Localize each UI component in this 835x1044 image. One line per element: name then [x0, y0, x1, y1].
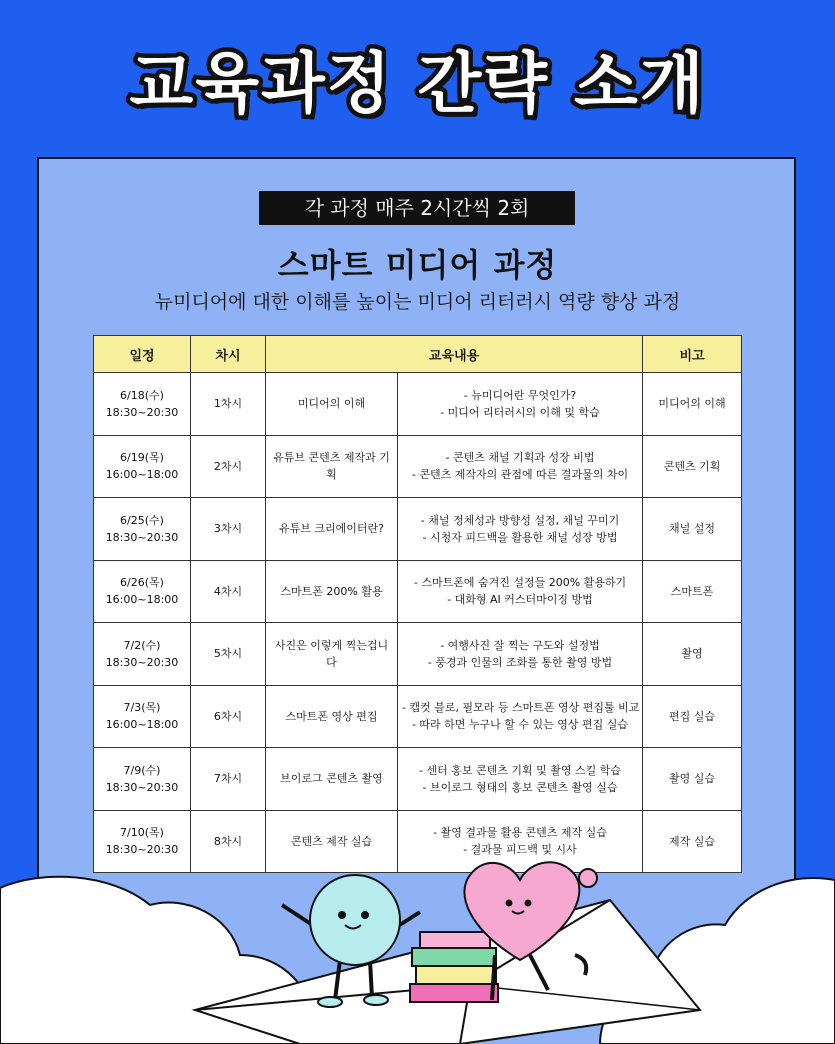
session-time: 18:30~20:30: [105, 405, 179, 419]
session-cell: 8차시: [191, 810, 266, 873]
detail-line: - 대화형 AI 커스터마이징 방법: [447, 593, 593, 607]
session-time: 18:30~20:30: [105, 843, 179, 857]
topic-cell: 유튜브 크리에이터란?: [266, 498, 398, 561]
detail-line: - 결과물 피드백 및 시사: [463, 843, 577, 857]
session-time: 16:00~18:00: [105, 718, 179, 732]
note-cell: 편집 실습: [643, 685, 742, 748]
topic-cell: 사진은 이렇게 찍는겁니다: [266, 623, 398, 686]
session-time: 16:00~18:00: [105, 468, 179, 482]
note-cell: 스마트폰: [643, 560, 742, 623]
detail-line: - 촬영 결과물 활용 콘텐츠 제작 실습: [433, 826, 607, 840]
header-session: 차시: [191, 336, 266, 373]
note-cell: 촬영: [643, 623, 742, 686]
session-time: 18:30~20:30: [105, 780, 179, 794]
session-time: 16:00~18:00: [105, 593, 179, 607]
session-cell: 7차시: [191, 748, 266, 811]
detail-line: - 콘텐츠 채널 기획과 성장 비법: [445, 451, 595, 465]
detail-line: - 스마트폰에 숨겨진 설정들 200% 활용하기: [413, 576, 627, 590]
session-time: 18:30~20:30: [105, 655, 179, 669]
session-time: 18:30~20:30: [105, 530, 179, 544]
detail-line: - 캡컷 블로, 필모라 등 스마트폰 영상 편집툴 비교: [402, 701, 640, 715]
note-cell: 제작 실습: [643, 810, 742, 873]
schedule-badge: 각 과정 매주 2시간씩 2회: [259, 191, 575, 225]
session-cell: 4차시: [191, 560, 266, 623]
header-content: 교육내용: [266, 336, 643, 373]
note-cell: 미디어의 이해: [643, 373, 742, 436]
topic-cell: 콘텐츠 제작 실습: [266, 810, 398, 873]
detail-line: - 시청자 피드백을 활용한 채널 성장 방법: [422, 530, 618, 544]
detail-line: - 콘텐츠 제작자의 관점에 따른 결과물의 차이: [411, 468, 629, 482]
detail-line: - 미디어 리터러시의 이해 및 학습: [440, 405, 600, 419]
session-date: 7/3(목): [123, 701, 161, 715]
detail-line: - 여행사진 잘 찍는 구도와 설정법: [440, 638, 600, 652]
detail-line: - 풍경과 인물의 조화를 통한 촬영 방법: [427, 655, 613, 669]
topic-cell: 유튜브 콘텐츠 제작과 기획: [266, 435, 398, 498]
session-cell: 2차시: [191, 435, 266, 498]
detail-line: - 센터 홍보 콘텐츠 기획 및 촬영 스킬 학습: [419, 763, 621, 777]
note-cell: 콘텐츠 기획: [643, 435, 742, 498]
detail-line: - 브이로그 형태의 홍보 콘텐츠 촬영 실습: [422, 780, 618, 794]
topic-cell: 브이로그 콘텐츠 촬영: [266, 748, 398, 811]
detail-line: - 따라 하면 누구나 할 수 있는 영상 편집 실습: [411, 718, 629, 732]
session-cell: 6차시: [191, 685, 266, 748]
note-cell: 촬영 실습: [643, 748, 742, 811]
session-date: 6/25(수): [120, 513, 164, 527]
topic-cell: 미디어의 이해: [266, 373, 398, 436]
session-date: 7/2(수): [123, 638, 161, 652]
session-date: 7/10(목): [120, 826, 164, 840]
course-title: 스마트 미디어 과정: [277, 246, 558, 284]
session-cell: 5차시: [191, 623, 266, 686]
note-cell: 채널 설정: [643, 498, 742, 561]
topic-cell: 스마트폰 200% 활용: [266, 560, 398, 623]
session-cell: 1차시: [191, 373, 266, 436]
book-stack-icon: [410, 932, 498, 1002]
page-title: 교육과정 간략 소개: [129, 45, 706, 122]
header-note: 비고: [643, 336, 742, 373]
session-date: 7/9(수): [123, 763, 161, 777]
session-date: 6/19(목): [120, 451, 164, 465]
header-date: 일정: [94, 336, 191, 373]
topic-cell: 스마트폰 영상 편집: [266, 685, 398, 748]
session-cell: 3차시: [191, 498, 266, 561]
course-subtitle: 뉴미디어에 대한 이해를 높이는 미디어 리터러시 역량 향상 과정: [154, 291, 681, 313]
detail-line: - 뉴미디어란 무엇인가?: [463, 388, 577, 402]
detail-line: - 채널 정체성과 방향성 설정, 채널 꾸미기: [420, 513, 620, 527]
session-date: 6/18(수): [120, 388, 164, 402]
session-date: 6/26(목): [120, 576, 164, 590]
